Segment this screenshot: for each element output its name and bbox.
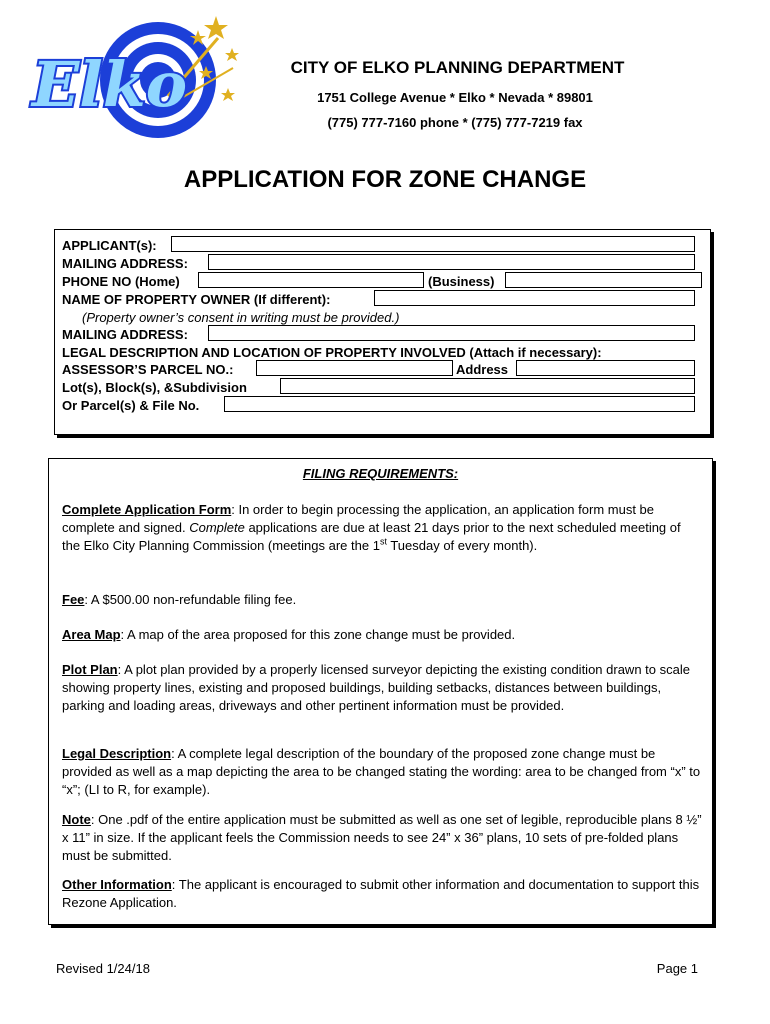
applicants-field[interactable] (171, 236, 695, 252)
department-phone-fax: (775) 777-7160 phone * (775) 777-7219 fax (327, 115, 583, 130)
phone-business-field[interactable] (505, 272, 702, 288)
requirement-label: Area Map (62, 627, 121, 642)
mailing-address-field[interactable] (208, 254, 695, 270)
requirement-area-map: Area Map: A map of the area proposed for this zone change must be provided. (62, 627, 516, 642)
phone-business-label: (Business) (428, 274, 495, 289)
legal-description-label: LEGAL DESCRIPTION AND LOCATION OF PROPERTY INVOLVED (Attach if necessary): (62, 345, 602, 360)
consent-note: (Property owner’s consent in writing must be provided.) (82, 310, 400, 325)
property-address-field[interactable] (516, 360, 695, 376)
parcels-file-field[interactable] (224, 396, 695, 412)
requirement-label: Legal Description (62, 746, 172, 761)
parcel-no-label: ASSESSOR’S PARCEL NO.: (62, 362, 234, 377)
phone-home-label: PHONE NO (Home) (62, 274, 180, 289)
filing-requirements-heading: FILING REQUIREMENTS: (302, 466, 459, 481)
property-owner-label: NAME OF PROPERTY OWNER (If different): (62, 292, 331, 307)
page-number: Page 1 (656, 961, 698, 976)
lots-field[interactable] (280, 378, 695, 394)
lots-label: Lot(s), Block(s), &Subdivision (62, 380, 247, 395)
requirement-note: Note: One .pdf of the entire application must be submitted as well as one set of legible, reproducible plans 8 ½” x 11” in size. If the applicant feels the Commission needs to see 24” x 36” plans, 10 sets of pre-folded plans must be submitted. (62, 812, 702, 863)
parcels-file-label: Or Parcel(s) & File No. (62, 398, 200, 413)
requirement-legal-description: Legal Description: A complete legal description of the boundary of the proposed zone change must be provided as well as a map depicting the area to be changed stating the wording: area to be changed from “x” to “x”; (LI to R, for example). (62, 746, 701, 797)
phone-home-field[interactable] (198, 272, 424, 288)
mailing-address-label: MAILING ADDRESS: (62, 256, 188, 271)
requirement-label: Complete Application Form (62, 502, 232, 517)
requirement-label: Fee (62, 592, 85, 607)
requirement-fee: Fee: A $500.00 non-refundable filing fee. (62, 592, 297, 607)
requirement-label: Note (62, 812, 91, 827)
department-name: CITY OF ELKO PLANNING DEPARTMENT (290, 58, 625, 77)
owner-mailing-address-label: MAILING ADDRESS: (62, 327, 188, 342)
requirement-plot-plan: Plot Plan: A plot plan provided by a properly licensed surveyor depicting the existing condition drawn to scale showing property lines, existing and proposed buildings, building setbacks, distances between buildings, parking and loading areas, driveways and other pertinent information must be provided. (62, 662, 690, 713)
property-owner-field[interactable] (374, 290, 695, 306)
requirement-other-information: Other Information: The applicant is encouraged to submit other information and documentation to support this Rezone Application. (62, 877, 700, 910)
page-title: APPLICATION FOR ZONE CHANGE (183, 166, 587, 193)
requirement-application-form: Complete Application Form: In order to begin processing the application, an application form must be complete and signed. Complete applications are due at least 21 days prior to the next scheduled meeting of the Elko City Planning Commission (meetings are the 1st Tuesday of every month). (62, 502, 681, 553)
requirement-label: Other Information (62, 877, 172, 892)
parcel-no-field[interactable] (256, 360, 453, 376)
svg-text:Elko: Elko (32, 48, 188, 121)
department-address: 1751 College Avenue * Elko * Nevada * 89801 (317, 90, 593, 105)
owner-mailing-address-field[interactable] (208, 325, 695, 341)
address-label: Address (456, 362, 509, 377)
requirement-label: Plot Plan (62, 662, 118, 677)
applicants-label: APPLICANT(s): (62, 238, 157, 253)
revision-date: Revised 1/24/18 (56, 961, 150, 976)
